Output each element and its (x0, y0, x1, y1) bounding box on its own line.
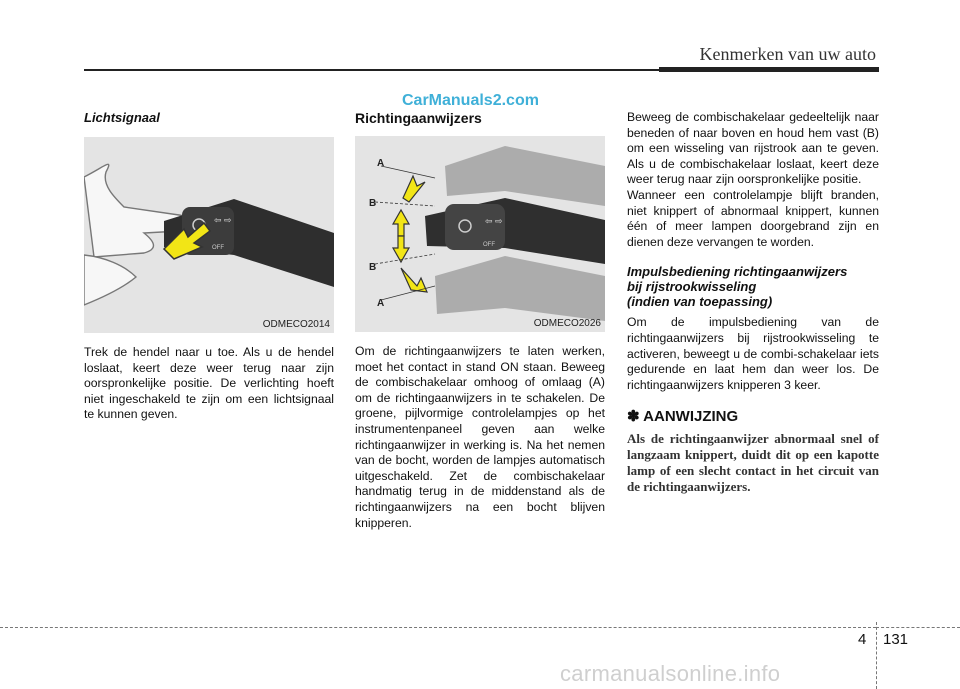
footer-divider (876, 622, 877, 689)
callout-a-bottom: A (377, 298, 385, 309)
figure-label: ODMECO2014 (262, 319, 330, 330)
svg-text:OFF: OFF (483, 242, 495, 248)
svg-text:⇦ ⇨: ⇦ ⇨ (214, 215, 232, 225)
subheading-lichtsignaal: Lichtsignaal (84, 110, 160, 125)
figure-label: ODMECO2026 (533, 318, 601, 329)
figure-flash-signal (84, 137, 334, 333)
footer-rule (0, 627, 876, 628)
notice-body: Als de richtingaanwijzer abnormaal snel of langzaam knippert, duidt dit op een kapotte lamp of een slecht contact in het circuit van de richtingaanwijzers. (627, 431, 879, 495)
paragraph-lichtsignaal: Trek de hendel naar u toe. Als u de hendel loslaat, keert deze weer terug naar zijn oorspronkelijke positie. De verlichting hoeft niet ingeschakeld te zijn om een lichtsignaal te kunnen geven. (84, 345, 334, 422)
column-right (627, 110, 879, 495)
subheading-line: (indien van toepassing) (627, 294, 773, 310)
callout-b-top: B (369, 198, 377, 209)
subheading-line: bij rijstrookwisseling (627, 279, 757, 295)
paragraph-lamp-failure: Wanneer een controlelampje blijft branden, niet knippert of abnormaal knippert, kunnen één of meer lampen doorgebrand zijn en dienen deze vervangen te worden. (627, 187, 879, 249)
page-header-title: Kenmerken van uw auto (699, 44, 876, 64)
flash-signal-illustration (84, 137, 334, 333)
subheading-line: Impulsbediening richtingaanwijzers (627, 264, 848, 280)
paragraph-richtingaanwijzers: Om de richtingaanwijzers te laten werken, moet het contact in stand ON staan. Beweeg de combischakelaar omhoog of omlaag (A) om de richtingaanwijzers in te schakelen. De groene, pijlvormige controlelampjes op het instrumentenpaneel geven aan welke richtingaanwijzer in werking is. Na het nemen van de bocht, worden de lampjes automatisch uitgeschakeld. Zet de combischakelaar handmatig terug in de middenstand als de richtingaanwijzers na een bocht blijven knipperen. (355, 344, 605, 530)
column-left (84, 110, 334, 423)
paragraph-lane-change: Beweeg de combischakelaar gedeeltelijk naar beneden of naar boven en houd hem vast (B) om een wisseling van rijstrook aan te geven. Als u de combischakelaar loslaat, keert deze weer terug naar zijn oorspronkelijke positie. (627, 110, 879, 187)
page-number: 131 (883, 631, 909, 648)
paragraph-impulsbediening: Om de impulsbediening van de richtingaanwijzers bij rijstrookwisseling te activeren, beweegt u de combi-schakelaar iets gedurende en laat hem dan weer los. De richtingaanwijzers knipperen 3 keer. (627, 315, 879, 392)
svg-text:⇦ ⇨: ⇦ ⇨ (485, 216, 503, 226)
callout-b-bottom: B (369, 262, 377, 273)
heading-richtingaanwijzers: Richtingaanwijzers (355, 110, 482, 126)
watermark-top: CarManuals2.com (402, 92, 539, 109)
header-rule-accent (659, 67, 879, 72)
footer-rule-right (876, 627, 960, 628)
notice-title: ✽ AANWIJZING (627, 408, 739, 426)
column-middle (355, 110, 605, 531)
callout-a-top: A (377, 158, 385, 169)
svg-text:OFF: OFF (212, 245, 224, 251)
figure-turn-signals (355, 136, 605, 332)
turn-signal-illustration (355, 136, 605, 332)
watermark-bottom: carmanualsonline.info (560, 661, 781, 686)
subheading-impulsbediening (627, 264, 879, 309)
chapter-number: 4 (858, 631, 867, 648)
